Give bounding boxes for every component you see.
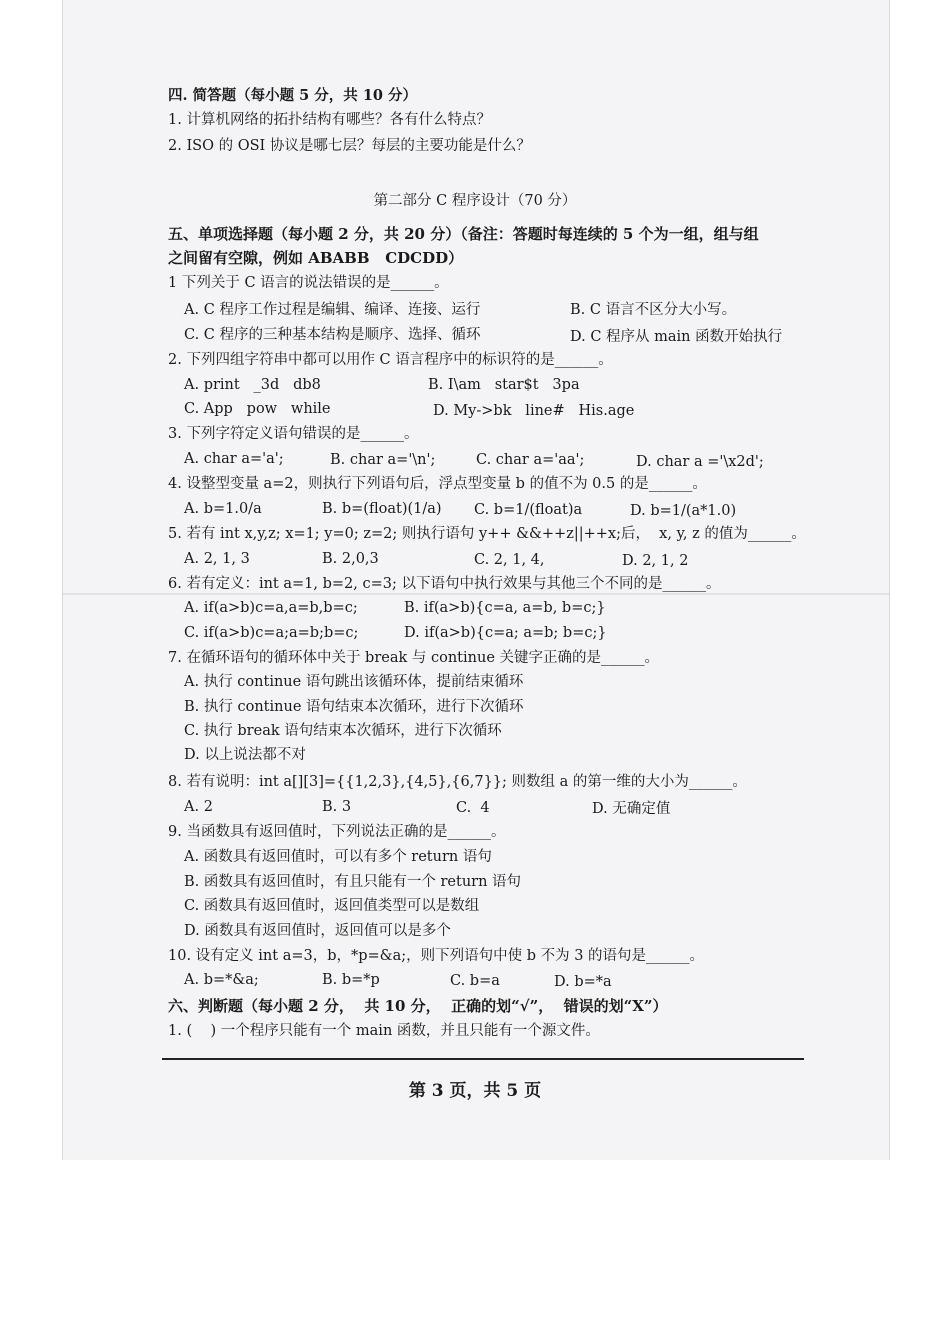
question-9-option-c: C. 函数具有返回值时，返回值类型可以是数组 bbox=[184, 898, 480, 914]
question-1-option-b: B. C 语言不区分大小写。 bbox=[570, 302, 737, 318]
question-2-option-b: B. I\am star$t 3pa bbox=[428, 377, 580, 393]
question-3-stem: 3. 下列字符定义语句错误的是______。 bbox=[168, 426, 419, 442]
question-3-option-c: C. char a='aa'; bbox=[476, 452, 585, 468]
question-6-option-d: D. if(a>b){c=a; a=b; b=c;} bbox=[404, 625, 607, 641]
section-6-q1: 1. ( ) 一个程序只能有一个 main 函数，并且只能有一个源文件。 bbox=[168, 1023, 600, 1039]
section-4-q2: 2. ISO 的 OSI 协议是哪七层？每层的主要功能是什么？ bbox=[168, 138, 531, 154]
question-7-option-a: A. 执行 continue 语句跳出该循环体，提前结束循环 bbox=[184, 674, 524, 690]
question-3-option-d: D. char a ='\x2d'; bbox=[636, 454, 764, 470]
section-4-heading: 四. 简答题（每小题 5 分，共 10 分） bbox=[168, 87, 418, 104]
question-4-option-d: D. b=1/(a*1.0) bbox=[630, 503, 737, 519]
question-1-option-d: D. C 程序从 main 函数开始执行 bbox=[570, 329, 783, 345]
question-8-option-d: D. 无确定值 bbox=[592, 801, 671, 817]
question-5-option-a: A. 2, 1, 3 bbox=[184, 551, 250, 567]
question-8-stem: 8. 若有说明：int a[][3]={{1,2,3},{4,5},{6,7}}; 则数组 a 的第一维的大小为______。 bbox=[168, 774, 747, 790]
question-4-stem: 4. 设整型变量 a=2，则执行下列语句后，浮点型变量 b 的值不为 0.5 的是______。 bbox=[168, 476, 707, 492]
question-2-option-a: A. print _3d db8 bbox=[184, 377, 321, 393]
question-10-stem: 10. 设有定义 int a=3，b，*p=&a;，则下列语句中使 b 不为 3 的语句是______。 bbox=[168, 948, 705, 964]
section-6-heading: 六、判断题（每小题 2 分， 共 10 分， 正确的划“√”， 错误的划“X”） bbox=[168, 997, 668, 1015]
question-10-option-c: C. b=a bbox=[450, 973, 500, 989]
question-6-option-a: A. if(a>b)c=a,a=b,b=c; bbox=[184, 600, 358, 616]
question-9-option-d: D. 函数具有返回值时，返回值可以是多个 bbox=[184, 923, 451, 939]
question-5-option-d: D. 2, 1, 2 bbox=[622, 553, 689, 569]
question-10-option-a: A. b=*&a; bbox=[184, 972, 259, 988]
question-9-option-b: B. 函数具有返回值时，有且只能有一个 return 语句 bbox=[184, 874, 522, 890]
part-2-title: 第二部分 C 程序设计（70 分） bbox=[373, 193, 577, 209]
question-1-option-c: C. C 程序的三种基本结构是顺序、选择、循环 bbox=[184, 327, 481, 343]
question-7-option-b: B. 执行 continue 语句结束本次循环，进行下次循环 bbox=[184, 699, 524, 715]
question-7-option-c: C. 执行 break 语句结束本次循环，进行下次循环 bbox=[184, 723, 502, 739]
question-6-option-c: C. if(a>b)c=a;a=b;b=c; bbox=[184, 625, 359, 641]
question-6-option-b: B. if(a>b){c=a, a=b, b=c;} bbox=[404, 600, 606, 616]
question-4-option-c: C. b=1/(float)a bbox=[474, 502, 583, 518]
question-2-option-d: D. My->bk line# His.age bbox=[433, 403, 635, 419]
question-3-option-b: B. char a='\n'; bbox=[330, 452, 436, 468]
section-5-heading-line2: 之间留有空隙，例如 ABABB CDCDD） bbox=[168, 249, 464, 267]
question-9-option-a: A. 函数具有返回值时，可以有多个 return 语句 bbox=[184, 849, 492, 865]
section-4-q1: 1. 计算机网络的拓扑结构有哪些？各有什么特点？ bbox=[168, 112, 491, 128]
question-5-option-b: B. 2,0,3 bbox=[322, 551, 379, 567]
question-8-option-a: A. 2 bbox=[184, 799, 213, 815]
question-4-option-a: A. b=1.0/a bbox=[184, 501, 262, 517]
section-5-heading-line1: 五、单项选择题（每小题 2 分，共 20 分）（备注：答题时每连续的 5 个为一组，组与组 bbox=[168, 225, 759, 243]
question-6-stem: 6. 若有定义：int a=1, b=2, c=3; 以下语句中执行效果与其他三个不同的是______。 bbox=[168, 576, 721, 592]
question-5-option-c: C. 2, 1, 4, bbox=[474, 552, 545, 568]
page-number: 第 3 页，共 5 页 bbox=[408, 1081, 542, 1101]
question-8-option-c: C. 4 bbox=[456, 800, 490, 816]
question-2-option-c: C. App pow while bbox=[184, 401, 331, 417]
question-10-option-b: B. b=*p bbox=[322, 972, 380, 988]
question-7-option-d: D. 以上说法都不对 bbox=[184, 747, 306, 763]
question-2-stem: 2. 下列四组字符串中都可以用作 C 语言程序中的标识符的是______。 bbox=[168, 352, 613, 368]
question-4-option-b: B. b=(float)(1/a) bbox=[322, 501, 442, 517]
question-1-option-a: A. C 程序工作过程是编辑、编译、连接、运行 bbox=[184, 302, 481, 318]
question-1-stem: 1 下列关于 C 语言的说法错误的是______。 bbox=[168, 275, 449, 291]
question-3-option-a: A. char a='a'; bbox=[184, 451, 284, 467]
question-9-stem: 9. 当函数具有返回值时，下列说法正确的是______。 bbox=[168, 824, 506, 840]
question-10-option-d: D. b=*a bbox=[554, 974, 612, 990]
question-8-option-b: B. 3 bbox=[322, 799, 352, 815]
footer-divider bbox=[162, 1058, 804, 1060]
question-7-stem: 7. 在循环语句的循环体中关于 break 与 continue 关键字正确的是______。 bbox=[168, 650, 660, 666]
question-5-stem: 5. 若有 int x,y,z; x=1; y=0; z=2; 则执行语句 y++ &&++z||++x;后， x, y, z 的值为______。 bbox=[168, 526, 806, 542]
